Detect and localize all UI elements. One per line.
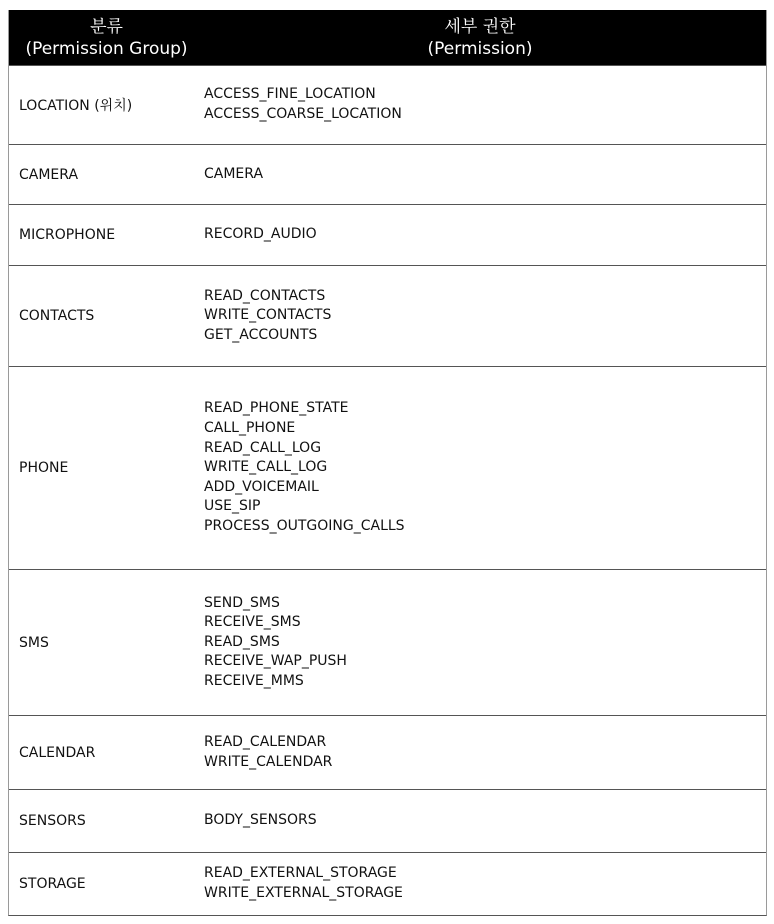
- group-cell: LOCATION (위치): [19, 98, 133, 114]
- header-perm-ko: 세부 권한: [444, 17, 516, 37]
- table-row: [9, 715, 766, 789]
- permission-item: CALL_PHONE: [204, 420, 296, 437]
- header-group-en: (Permission Group): [25, 39, 188, 59]
- permission-item: SEND_SMS: [204, 594, 280, 611]
- group-cell: MICROPHONE: [19, 227, 116, 243]
- permission-item: RECEIVE_WAP_PUSH: [204, 653, 347, 670]
- permission-item: BODY_SENSORS: [204, 812, 317, 829]
- permissions-cell: [204, 570, 766, 715]
- table-row: [9, 144, 766, 204]
- permissions-cell: [204, 66, 766, 144]
- header-permission-group: [9, 11, 204, 65]
- permission-item: READ_CALL_LOG: [204, 439, 322, 456]
- permission-table: [8, 10, 767, 916]
- table-row: [9, 204, 766, 265]
- group-cell: SENSORS: [19, 813, 86, 829]
- permission-item: WRITE_CALENDAR: [204, 753, 333, 770]
- permissions-cell: [204, 145, 766, 204]
- permissions-cell: [204, 205, 766, 265]
- permission-item: PROCESS_OUTGOING_CALLS: [204, 517, 405, 534]
- table-row: [9, 65, 766, 144]
- table-header: [9, 10, 766, 65]
- permissions-cell: [204, 853, 766, 915]
- group-cell: CONTACTS: [19, 308, 95, 324]
- permission-item: WRITE_CALL_LOG: [204, 459, 328, 476]
- group-cell: CALENDAR: [19, 744, 96, 761]
- permission-item: READ_CALENDAR: [204, 733, 327, 750]
- table-row: [9, 366, 766, 569]
- group-cell: STORAGE: [19, 876, 86, 892]
- permissions-cell: [204, 790, 766, 852]
- header-group-ko: 분류: [90, 17, 123, 37]
- permission-item: GET_ACCOUNTS: [204, 326, 318, 343]
- table-row: [9, 789, 766, 852]
- permission-item: RECEIVE_SMS: [204, 614, 301, 631]
- group-cell: PHONE: [19, 460, 69, 476]
- permission-item: ADD_VOICEMAIL: [204, 478, 319, 495]
- group-cell: SMS: [19, 634, 49, 651]
- permission-item: USE_SIP: [204, 498, 261, 515]
- permission-item: RECORD_AUDIO: [204, 226, 317, 243]
- table-row: [9, 852, 766, 915]
- permission-item: READ_EXTERNAL_STORAGE: [204, 865, 397, 882]
- permission-item: READ_PHONE_STATE: [204, 400, 349, 417]
- permission-item: WRITE_CONTACTS: [204, 307, 332, 324]
- permission-item: WRITE_EXTERNAL_STORAGE: [204, 885, 403, 901]
- permissions-cell: [204, 716, 766, 789]
- header-perm-en: (Permission): [427, 39, 533, 59]
- table-row: [9, 265, 766, 366]
- permissions-cell: [204, 266, 766, 366]
- permission-item: RECEIVE_MMS: [204, 672, 304, 689]
- permission-item: READ_SMS: [204, 633, 280, 650]
- permissions-cell: [204, 367, 766, 569]
- permission-item: CAMERA: [204, 165, 264, 182]
- permission-item: READ_CONTACTS: [204, 287, 326, 304]
- table-row: [9, 569, 766, 715]
- permission-item: ACCESS_FINE_LOCATION: [204, 86, 376, 103]
- permission-item: ACCESS_COARSE_LOCATION: [204, 106, 402, 122]
- header-permission: [204, 11, 766, 65]
- group-cell: CAMERA: [19, 166, 79, 183]
